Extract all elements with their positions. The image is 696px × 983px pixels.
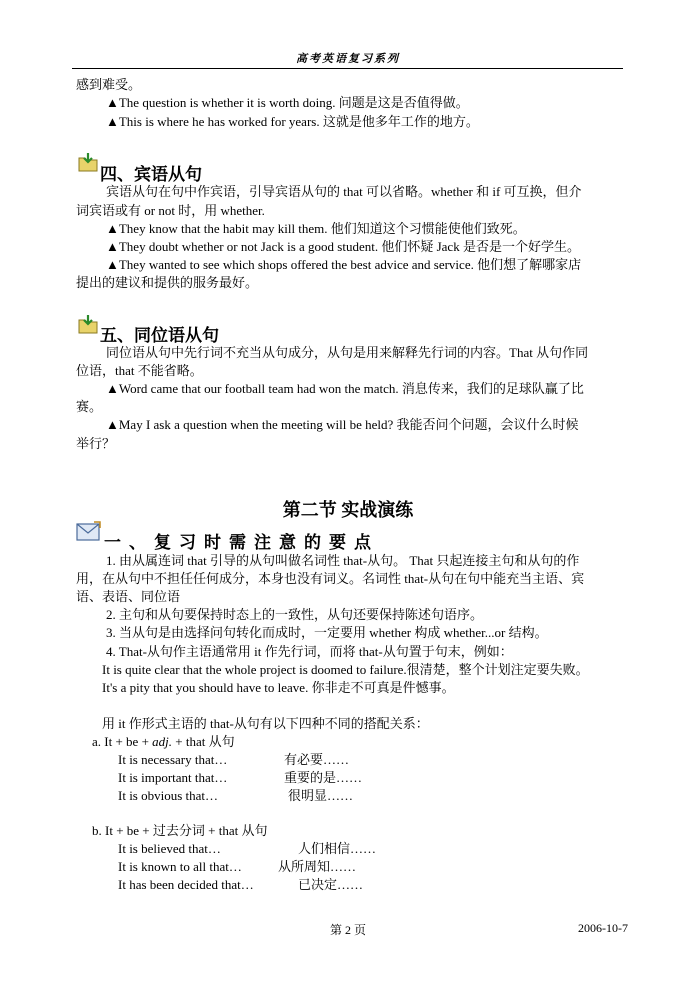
- pattern-example-en: It is believed that…: [118, 841, 221, 856]
- pattern-example-zh: 从所周知……: [278, 859, 357, 874]
- folder-arrow-icon: [78, 152, 98, 172]
- pattern-example-en: It is important that…: [118, 770, 228, 785]
- pattern-example-zh: 重要的是……: [284, 770, 363, 785]
- pattern-example-en: It has been decided that…: [118, 877, 254, 892]
- example-line: ▲Word came that our football team had won the match. 消息传来，我们的足球队赢了比: [106, 381, 584, 396]
- example-line: ▲The question is whether it is worth doing. 问题是这是否值得做。: [106, 95, 469, 110]
- example-line: It is quite clear that the whole project is doomed to failure.很清楚，整个计划注定要失败。: [102, 662, 589, 677]
- example-line: ▲This is where he has worked for years. 这就是他多年工作的地方。: [106, 114, 479, 129]
- paragraph-line: 3. 当从句是由选择问句转化而成时，一定要用 whether 构成 whether...or 结构。: [106, 625, 548, 640]
- paragraph-line: 4. That-从句作主语通常用 it 作先行词，而将 that-从句置于句末，例如：: [106, 644, 513, 659]
- subsection-heading: 一、复习时需注意的要点: [104, 533, 379, 552]
- example-line: It's a pity that you should have to leave. 你非走不可真是件憾事。: [102, 680, 455, 695]
- section-heading: 四、宾语从句: [100, 165, 202, 184]
- text-line: 感到难受。: [76, 77, 142, 92]
- pattern-label-b: b. It + be + 过去分词 + that 从句: [92, 823, 268, 838]
- example-line: ▲May I ask a question when the meeting will be held? 我能否问个问题，会议什么时候: [106, 417, 579, 432]
- paragraph-line: 词宾语或有 or not 时，用 whether.: [76, 203, 265, 218]
- example-line: 举行？: [76, 436, 116, 451]
- running-header: 高考英语复习系列: [296, 53, 400, 65]
- paragraph-line: 宾语从句在句中作宾语，引导宾语从句的 that 可以省略。whether 和 if 可互换，但介: [106, 184, 582, 199]
- paragraph-line: 语、表语、同位语: [76, 589, 181, 604]
- pattern-example-zh: 很明显……: [288, 788, 354, 803]
- paragraph-line: 2. 主句和从句要保持时态上的一致性，从句还要保持陈述句语序。: [106, 607, 484, 622]
- pattern-example-en: It is obvious that…: [118, 788, 219, 803]
- pattern-example-en: It is necessary that…: [118, 752, 228, 767]
- envelope-icon: [76, 520, 102, 542]
- paragraph-line: 同位语从句中先行词不充当从句成分，从句是用来解释先行词的内容。That 从句作同: [106, 345, 589, 360]
- page-number: 第 2 页: [330, 923, 367, 937]
- example-line: ▲They know that the habit may kill them. 他们知道这个习惯能使他们致死。: [106, 221, 526, 236]
- pattern-label-adj: adj.: [152, 734, 173, 749]
- footer-date: 2006-10-7: [578, 921, 628, 935]
- folder-arrow-icon: [78, 314, 98, 334]
- example-line: 提出的建议和提供的服务最好。: [76, 275, 259, 290]
- example-line: ▲They doubt whether or not Jack is a good student. 他们怀疑 Jack 是否是一个好学生。: [106, 239, 580, 254]
- pattern-example-zh: 人们相信……: [298, 841, 377, 856]
- pattern-example-zh: 有必要……: [284, 752, 350, 767]
- section-title: 第二节 实战演练: [282, 500, 414, 520]
- pattern-example-zh: 已决定……: [298, 877, 364, 892]
- pattern-label-text: + that 从句: [172, 734, 235, 749]
- example-line: ▲They wanted to see which shops offered the best advice and service. 他们想了解哪家店: [106, 257, 582, 272]
- paragraph-line: 用 it 作形式主语的 that-从句有以下四种不同的搭配关系：: [102, 716, 429, 731]
- pattern-label-a: [92, 733, 235, 751]
- header-rule: [72, 68, 623, 69]
- section-heading: 五、同位语从句: [100, 326, 219, 345]
- paragraph-line: 用，在从句中不担任任何成分，本身也没有词义。名词性 that-从句在句中能充当主语、宾: [76, 571, 585, 586]
- pattern-label-text: a. It + be +: [92, 734, 153, 749]
- paragraph-line: 位语，that 不能省略。: [76, 363, 203, 378]
- example-line: 赛。: [76, 399, 103, 414]
- pattern-example-en: It is known to all that…: [118, 859, 242, 874]
- paragraph-line: 1. 由从属连词 that 引导的从句叫做名词性 that-从句。 That 只起连接主句和从句的作: [106, 553, 580, 568]
